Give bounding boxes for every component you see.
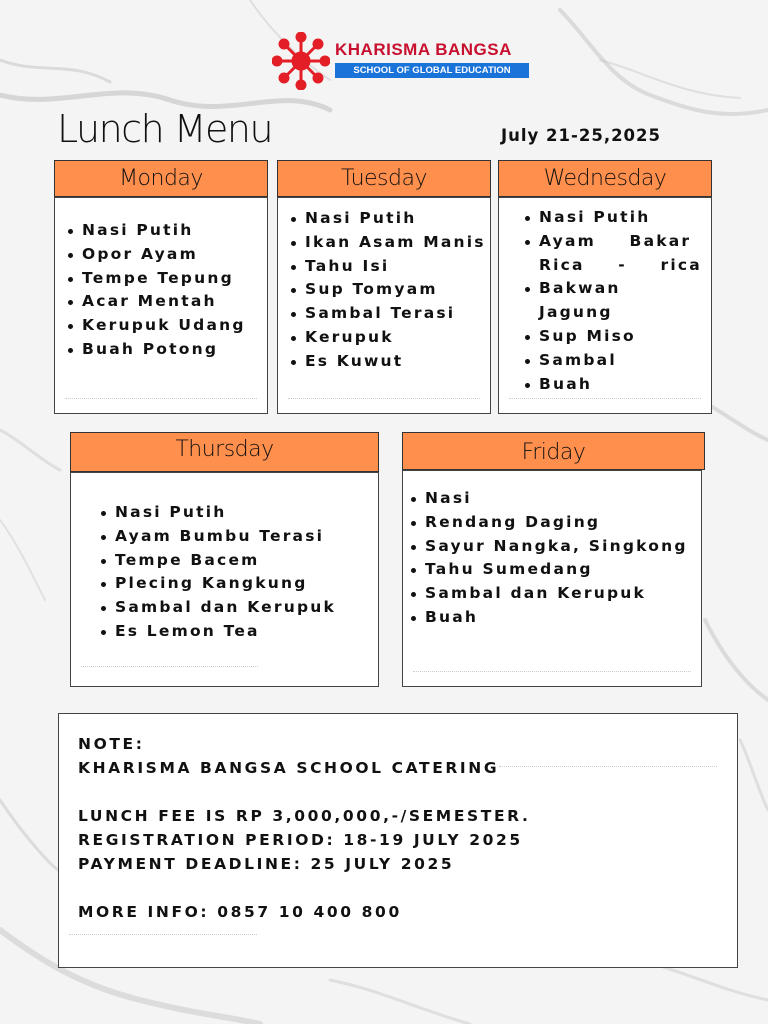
- list-item: Sambal: [519, 349, 711, 373]
- list-item: Tahu Sumedang: [405, 558, 701, 582]
- friday-menu-box: [402, 470, 702, 687]
- list-item: Sup Miso: [519, 325, 711, 349]
- day-name: Friday: [521, 440, 586, 465]
- list-item-text: Bakwan Jagung: [539, 279, 621, 322]
- thursday-menu-list: [95, 501, 378, 644]
- note-catering: KHARISMA BANGSA SCHOOL CATERING: [78, 759, 500, 777]
- friday-header: [402, 432, 705, 470]
- wednesday-menu-box: [498, 197, 712, 414]
- list-item: Sambal Terasi: [285, 302, 490, 326]
- note-spacer: [78, 876, 737, 900]
- list-item: Es Lemon Tea: [95, 620, 378, 644]
- day-name: Monday: [119, 166, 203, 191]
- list-item: Nasi Putih: [95, 501, 378, 525]
- list-item: Ikan Asam Manis: [285, 231, 490, 255]
- list-item: Kerupuk Udang: [62, 314, 267, 338]
- list-item: Tempe Tepung: [62, 267, 267, 291]
- wednesday-menu-list: [519, 206, 711, 396]
- wednesday-header: [498, 160, 712, 197]
- list-item: Es Kuwut: [285, 350, 490, 374]
- thursday-header: [70, 432, 379, 472]
- note-registration: REGISTRATION PERIOD: 18-19 JULY 2025: [78, 831, 523, 849]
- list-item: Nasi: [405, 487, 701, 511]
- tuesday-header: [277, 160, 491, 197]
- menu-date: July 21-25,2025: [501, 126, 662, 145]
- tuesday-menu-list: [285, 207, 490, 374]
- list-item: Opor Ayam: [62, 243, 267, 267]
- list-item-text: Ayam Bakar Rica - rica: [539, 231, 702, 274]
- list-item: Sayur Nangka, Singkong: [405, 535, 701, 559]
- note-deadline: PAYMENT DEADLINE: 25 JULY 2025: [78, 855, 455, 873]
- day-name: Wednesday: [543, 166, 667, 191]
- monday-header: [54, 160, 268, 197]
- friday-menu-list: [405, 487, 701, 630]
- list-item: Tempe Bacem: [95, 549, 378, 573]
- note-spacer: [78, 780, 737, 804]
- list-item: Ayam Bumbu Terasi: [95, 525, 378, 549]
- monday-menu-box: [54, 197, 268, 414]
- list-item: Nasi Putih: [519, 206, 711, 230]
- note-fee: LUNCH FEE IS RP 3,000,000,-/SEMESTER.: [78, 807, 531, 825]
- list-item: Rendang Daging: [405, 511, 701, 535]
- school-name: KHARISMA BANGSA: [335, 40, 512, 59]
- note-more-info: MORE INFO: 0857 10 400 800: [78, 903, 402, 921]
- list-item: Buah: [405, 606, 701, 630]
- note-box: [58, 713, 738, 968]
- list-item: Sup Tomyam: [285, 278, 490, 302]
- list-item: Nasi Putih: [285, 207, 490, 231]
- thursday-menu-box: [70, 472, 379, 687]
- list-item: Sambal dan Kerupuk: [95, 596, 378, 620]
- note-label: NOTE:: [78, 735, 145, 753]
- page-title: Lunch Menu: [57, 107, 273, 151]
- list-item: Buah Potong: [62, 338, 267, 362]
- list-item: [519, 230, 709, 278]
- list-item: Sambal dan Kerupuk: [405, 582, 701, 606]
- molecule-logo-icon: [272, 32, 330, 90]
- school-subtitle: SCHOOL OF GLOBAL EDUCATION: [335, 63, 529, 78]
- list-item: Nasi Putih: [62, 219, 267, 243]
- day-name: Thursday: [175, 437, 274, 462]
- list-item: Buah: [519, 373, 711, 397]
- day-name: Tuesday: [340, 166, 427, 191]
- list-item: Kerupuk: [285, 326, 490, 350]
- tuesday-menu-box: [277, 197, 491, 414]
- list-item: Plecing Kangkung: [95, 572, 378, 596]
- monday-menu-list: [62, 219, 267, 362]
- list-item: Acar Mentah: [62, 290, 267, 314]
- list-item: [519, 277, 669, 325]
- list-item: Tahu Isi: [285, 255, 490, 279]
